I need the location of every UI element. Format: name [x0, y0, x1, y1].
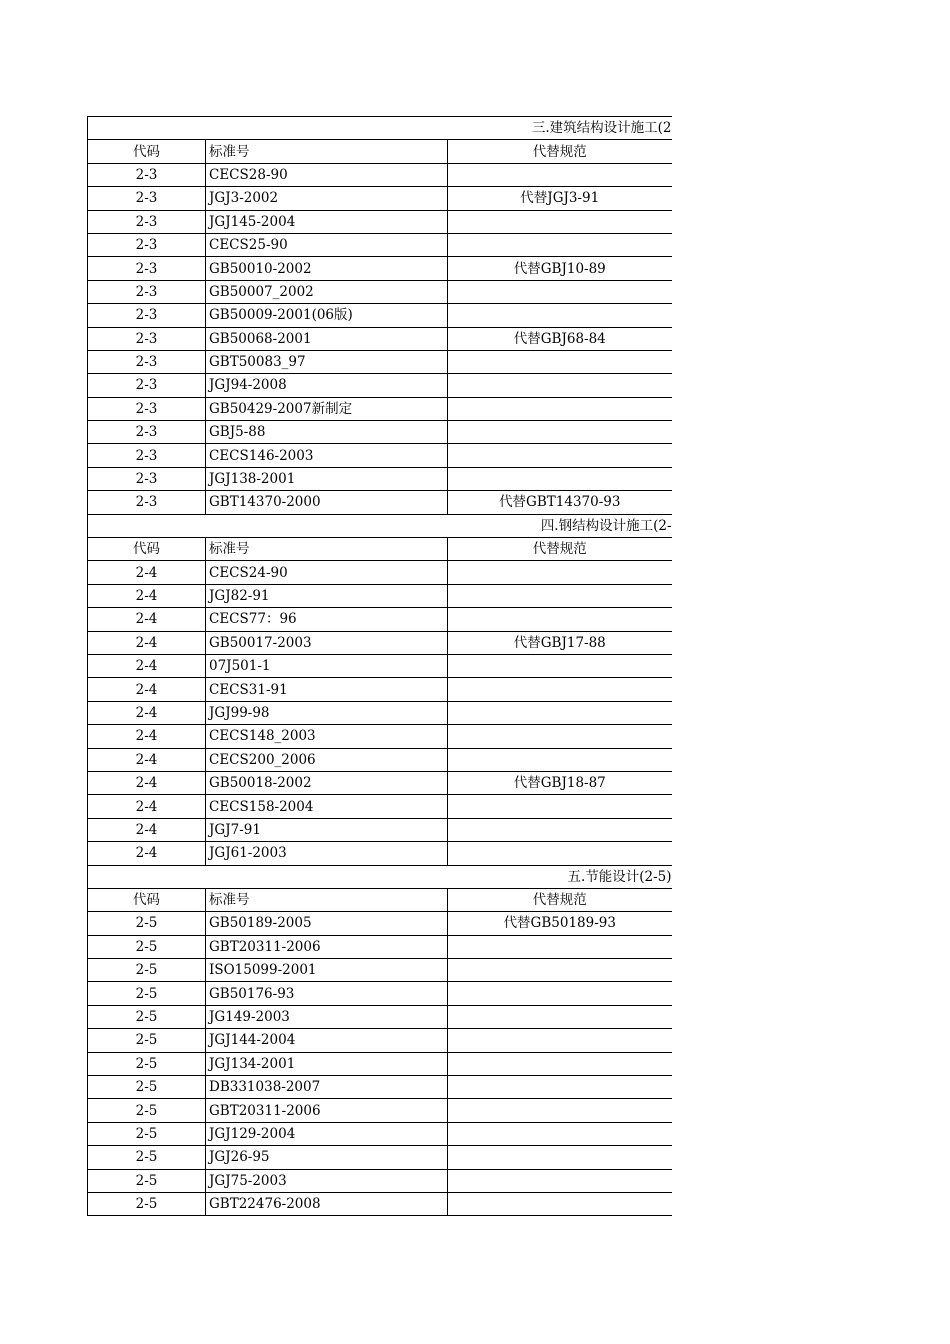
- standard-cell[interactable]: JGJ82-91: [206, 584, 448, 607]
- table-row: [88, 959, 672, 982]
- header-row: [88, 140, 672, 163]
- code-cell[interactable]: 2-5: [88, 1146, 206, 1169]
- section-title[interactable]: 三.建筑结构设计施工(2: [88, 117, 672, 140]
- code-cell[interactable]: 2-4: [88, 818, 206, 841]
- replaces-cell[interactable]: 代替GBJ17-88: [448, 631, 672, 654]
- code-cell[interactable]: 2-4: [88, 725, 206, 748]
- table-row: [88, 397, 672, 420]
- standard-cell[interactable]: GB50010-2002: [206, 257, 448, 280]
- header-code[interactable]: 代码: [88, 538, 206, 561]
- code-cell[interactable]: 2-3: [88, 233, 206, 256]
- code-cell[interactable]: 2-3: [88, 304, 206, 327]
- spreadsheet: [87, 116, 671, 1216]
- replaces-cell[interactable]: [448, 725, 672, 748]
- replaces-cell[interactable]: 代替JGJ3-91: [448, 187, 672, 210]
- table-row: [88, 491, 672, 514]
- table-row: [88, 304, 672, 327]
- replaces-cell[interactable]: [448, 959, 672, 982]
- table-row: [88, 187, 672, 210]
- table-row: [88, 678, 672, 701]
- code-cell[interactable]: 2-4: [88, 795, 206, 818]
- standard-cell[interactable]: CECS31-91: [206, 678, 448, 701]
- replaces-cell[interactable]: [448, 608, 672, 631]
- header-standard[interactable]: 标准号: [206, 888, 448, 911]
- header-replaces[interactable]: 代替规范: [448, 538, 672, 561]
- standard-cell[interactable]: GBT20311-2006: [206, 1099, 448, 1122]
- table-row: [88, 350, 672, 373]
- standard-cell[interactable]: GBT14370-2000: [206, 491, 448, 514]
- section-title-row: [88, 865, 672, 888]
- code-cell[interactable]: 2-3: [88, 374, 206, 397]
- standard-cell[interactable]: JGJ129-2004: [206, 1122, 448, 1145]
- standard-cell[interactable]: JG149-2003: [206, 1005, 448, 1028]
- replaces-cell[interactable]: [448, 561, 672, 584]
- code-cell[interactable]: 2-5: [88, 1029, 206, 1052]
- table-row: [88, 1122, 672, 1145]
- table-row: [88, 1169, 672, 1192]
- code-cell[interactable]: 2-4: [88, 584, 206, 607]
- replaces-cell[interactable]: [448, 818, 672, 841]
- section-title[interactable]: 四.钢结构设计施工(2-: [88, 514, 672, 537]
- replaces-cell[interactable]: [448, 795, 672, 818]
- standard-cell[interactable]: CECS200_2006: [206, 748, 448, 771]
- code-cell[interactable]: 2-5: [88, 1052, 206, 1075]
- standard-cell[interactable]: JGJ94-2008: [206, 374, 448, 397]
- replaces-cell[interactable]: [448, 1099, 672, 1122]
- code-cell[interactable]: 2-5: [88, 959, 206, 982]
- replaces-cell[interactable]: [448, 1146, 672, 1169]
- code-cell[interactable]: 2-3: [88, 187, 206, 210]
- code-cell[interactable]: 2-4: [88, 701, 206, 724]
- replaces-cell[interactable]: [448, 678, 672, 701]
- replaces-cell[interactable]: 代替GBJ68-84: [448, 327, 672, 350]
- code-cell[interactable]: 2-4: [88, 654, 206, 677]
- table-row: [88, 421, 672, 444]
- standard-cell[interactable]: JGJ7-91: [206, 818, 448, 841]
- standard-cell[interactable]: CECS24-90: [206, 561, 448, 584]
- standard-cell[interactable]: JGJ61-2003: [206, 842, 448, 865]
- header-code[interactable]: 代码: [88, 140, 206, 163]
- table-row: [88, 210, 672, 233]
- table-row: [88, 1076, 672, 1099]
- table-row: [88, 1146, 672, 1169]
- code-cell[interactable]: 2-4: [88, 748, 206, 771]
- table-row: [88, 327, 672, 350]
- standard-cell[interactable]: DB331038-2007: [206, 1076, 448, 1099]
- table-row: [88, 1052, 672, 1075]
- code-cell[interactable]: 2-3: [88, 467, 206, 490]
- code-cell[interactable]: 2-4: [88, 771, 206, 794]
- table-row: [88, 818, 672, 841]
- replaces-cell[interactable]: [448, 397, 672, 420]
- table-row: [88, 1005, 672, 1028]
- replaces-cell[interactable]: [448, 842, 672, 865]
- header-replaces[interactable]: 代替规范: [448, 888, 672, 911]
- replaces-cell[interactable]: [448, 374, 672, 397]
- header-replaces[interactable]: 代替规范: [448, 140, 672, 163]
- replaces-cell[interactable]: [448, 1005, 672, 1028]
- table-row: [88, 1099, 672, 1122]
- code-cell[interactable]: 2-5: [88, 1169, 206, 1192]
- code-cell[interactable]: 2-3: [88, 210, 206, 233]
- replaces-cell[interactable]: [448, 421, 672, 444]
- table-row: [88, 233, 672, 256]
- table-row: [88, 654, 672, 677]
- table-row: [88, 280, 672, 303]
- replaces-cell[interactable]: 代替GB50189-93: [448, 912, 672, 935]
- replaces-cell[interactable]: [448, 701, 672, 724]
- table-row: [88, 935, 672, 958]
- replaces-cell[interactable]: [448, 163, 672, 186]
- standard-cell[interactable]: GBT50083_97: [206, 350, 448, 373]
- table-row: [88, 444, 672, 467]
- code-cell[interactable]: 2-5: [88, 1122, 206, 1145]
- standard-cell[interactable]: GB50429-2007新制定: [206, 397, 448, 420]
- standard-cell[interactable]: CECS25-90: [206, 233, 448, 256]
- code-cell[interactable]: 2-3: [88, 327, 206, 350]
- code-cell[interactable]: 2-4: [88, 631, 206, 654]
- header-row: [88, 888, 672, 911]
- standard-cell[interactable]: CECS158-2004: [206, 795, 448, 818]
- table-row: [88, 842, 672, 865]
- code-cell[interactable]: 2-3: [88, 280, 206, 303]
- table-row: [88, 608, 672, 631]
- table-row: [88, 701, 672, 724]
- replaces-cell[interactable]: [448, 1192, 672, 1215]
- standards-table: [87, 116, 672, 1216]
- standard-cell[interactable]: GB50176-93: [206, 982, 448, 1005]
- code-cell[interactable]: 2-3: [88, 163, 206, 186]
- header-code[interactable]: 代码: [88, 888, 206, 911]
- code-cell[interactable]: 2-3: [88, 491, 206, 514]
- code-cell[interactable]: 2-3: [88, 397, 206, 420]
- standard-cell[interactable]: ISO15099-2001: [206, 959, 448, 982]
- replaces-cell[interactable]: [448, 935, 672, 958]
- standard-cell[interactable]: JGJ138-2001: [206, 467, 448, 490]
- replaces-cell[interactable]: [448, 584, 672, 607]
- table-row: [88, 1029, 672, 1052]
- replaces-cell[interactable]: 代替GBT14370-93: [448, 491, 672, 514]
- standard-cell[interactable]: GBT22476-2008: [206, 1192, 448, 1215]
- standard-cell[interactable]: JGJ3-2002: [206, 187, 448, 210]
- replaces-cell[interactable]: [448, 1076, 672, 1099]
- code-cell[interactable]: 2-3: [88, 444, 206, 467]
- code-cell[interactable]: 2-5: [88, 935, 206, 958]
- standard-cell[interactable]: JGJ145-2004: [206, 210, 448, 233]
- replaces-cell[interactable]: [448, 1029, 672, 1052]
- replaces-cell[interactable]: [448, 304, 672, 327]
- table-row: [88, 584, 672, 607]
- code-cell[interactable]: 2-4: [88, 678, 206, 701]
- table-row: [88, 631, 672, 654]
- standards-table-body: [88, 117, 672, 1216]
- standard-cell[interactable]: GB50068-2001: [206, 327, 448, 350]
- standard-cell[interactable]: GB50017-2003: [206, 631, 448, 654]
- code-cell[interactable]: 2-5: [88, 1005, 206, 1028]
- table-row: [88, 257, 672, 280]
- table-row: [88, 163, 672, 186]
- standard-cell[interactable]: CECS28-90: [206, 163, 448, 186]
- table-row: [88, 771, 672, 794]
- table-row: [88, 374, 672, 397]
- section-title-row: [88, 117, 672, 140]
- code-cell[interactable]: 2-5: [88, 1099, 206, 1122]
- code-cell[interactable]: 2-4: [88, 842, 206, 865]
- replaces-cell[interactable]: [448, 1169, 672, 1192]
- replaces-cell[interactable]: [448, 748, 672, 771]
- standard-cell[interactable]: 07J501-1: [206, 654, 448, 677]
- header-standard[interactable]: 标准号: [206, 140, 448, 163]
- replaces-cell[interactable]: [448, 280, 672, 303]
- standard-cell[interactable]: GBJ5-88: [206, 421, 448, 444]
- standard-cell[interactable]: GB50007_2002: [206, 280, 448, 303]
- standard-cell[interactable]: JGJ144-2004: [206, 1029, 448, 1052]
- standard-cell[interactable]: GB50018-2002: [206, 771, 448, 794]
- standard-cell[interactable]: JGJ26-95: [206, 1146, 448, 1169]
- code-cell[interactable]: 2-5: [88, 1192, 206, 1215]
- code-cell[interactable]: 2-4: [88, 561, 206, 584]
- header-standard[interactable]: 标准号: [206, 538, 448, 561]
- table-row: [88, 561, 672, 584]
- table-row: [88, 748, 672, 771]
- code-cell[interactable]: 2-3: [88, 257, 206, 280]
- standard-cell[interactable]: GBT20311-2006: [206, 935, 448, 958]
- replaces-cell[interactable]: [448, 982, 672, 1005]
- table-row: [88, 725, 672, 748]
- section-title-row: [88, 514, 672, 537]
- header-row: [88, 538, 672, 561]
- code-cell[interactable]: 2-5: [88, 912, 206, 935]
- standard-cell[interactable]: CECS77：96: [206, 608, 448, 631]
- code-cell[interactable]: 2-4: [88, 608, 206, 631]
- standard-cell[interactable]: CECS148_2003: [206, 725, 448, 748]
- standard-cell[interactable]: GB50009-2001(06版): [206, 304, 448, 327]
- code-cell[interactable]: 2-5: [88, 1076, 206, 1099]
- table-row: [88, 912, 672, 935]
- replaces-cell[interactable]: [448, 1052, 672, 1075]
- standard-cell[interactable]: GB50189-2005: [206, 912, 448, 935]
- code-cell[interactable]: 2-3: [88, 421, 206, 444]
- replaces-cell[interactable]: [448, 210, 672, 233]
- standard-cell[interactable]: JGJ99-98: [206, 701, 448, 724]
- section-title[interactable]: 五.节能设计(2-5): [88, 865, 672, 888]
- replaces-cell[interactable]: [448, 654, 672, 677]
- table-row: [88, 467, 672, 490]
- standard-cell[interactable]: CECS146-2003: [206, 444, 448, 467]
- code-cell[interactable]: 2-5: [88, 982, 206, 1005]
- replaces-cell[interactable]: 代替GBJ10-89: [448, 257, 672, 280]
- replaces-cell[interactable]: [448, 350, 672, 373]
- replaces-cell[interactable]: [448, 233, 672, 256]
- replaces-cell[interactable]: [448, 444, 672, 467]
- replaces-cell[interactable]: [448, 1122, 672, 1145]
- standard-cell[interactable]: JGJ75-2003: [206, 1169, 448, 1192]
- replaces-cell[interactable]: 代替GBJ18-87: [448, 771, 672, 794]
- table-row: [88, 1192, 672, 1215]
- code-cell[interactable]: 2-3: [88, 350, 206, 373]
- replaces-cell[interactable]: [448, 467, 672, 490]
- standard-cell[interactable]: JGJ134-2001: [206, 1052, 448, 1075]
- table-row: [88, 795, 672, 818]
- table-row: [88, 982, 672, 1005]
